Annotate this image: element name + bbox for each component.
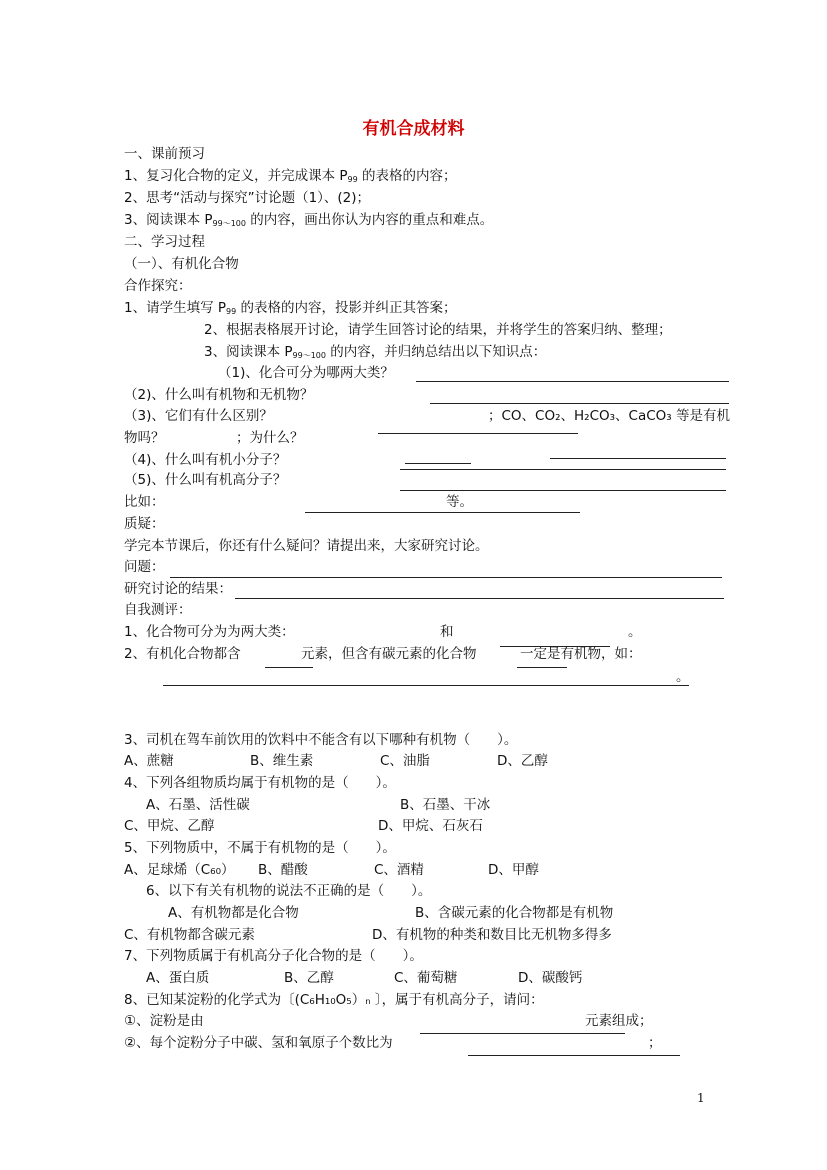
- test-5-option-b: B、醋酸: [258, 862, 308, 878]
- test-3-option-d: D、乙醇: [497, 753, 548, 769]
- answer-line: [416, 381, 729, 382]
- test-5-option-c: C、酒精: [374, 862, 424, 878]
- self-test-heading: 自我测评：: [124, 602, 192, 618]
- answer-line: [400, 490, 726, 491]
- answer-line: [265, 667, 313, 668]
- preview-item-1: 1、复习化合物的定义，并完成课本 $P_{99}$ 的表格的内容；: [124, 168, 457, 184]
- test-6: 6、以下有关有机物的说法不正确的是（ ）。: [146, 883, 432, 899]
- answer-line: [170, 577, 722, 578]
- knowledge-2: （2)、什么叫有机物和无机物？: [124, 387, 314, 403]
- question-heading: 质疑：: [124, 516, 165, 532]
- test-3-option-a: A、蔗糖: [124, 753, 174, 769]
- test-4: 4、下列各组物质均属于有机物的是（ ）。: [124, 775, 396, 791]
- test-4-option-b: B、石墨、干冰: [400, 797, 491, 813]
- test-8: 8、已知某淀粉的化学式为〔(C₆H₁₀O₅）ₙ 〕，属于有机高分子，请问：: [124, 992, 544, 1008]
- test-3-option-c: C、油脂: [380, 753, 430, 769]
- answer-line: [550, 458, 726, 459]
- test-4-option-a: A、石墨、活性碳: [146, 797, 250, 813]
- answer-line: [163, 685, 689, 686]
- coop-item-3: 3、阅读课本 $P_{99\sim 100}$ 的内容，并归纳总结出以下知识点：: [204, 344, 547, 360]
- knowledge-3: （3)、它们有什么区别？: [124, 408, 273, 424]
- test-1-and: 和: [440, 624, 454, 640]
- answer-line: [378, 433, 578, 434]
- coop-item-1: 1、请学生填写 $P_{99}$ 的表格的内容，投影并纠正其答案；: [124, 300, 457, 316]
- knowledge-1: （1)、化合可分为哪两大类？: [218, 365, 394, 381]
- subsection-organic: （一）、有机化合物: [124, 256, 239, 272]
- answer-line: [420, 1033, 625, 1034]
- test-8-part-2-end: ；: [648, 1035, 662, 1051]
- answer-line: [517, 667, 567, 668]
- test-1: 1、化合物可分为为两大类：: [124, 624, 295, 640]
- section-process: 二、学习过程: [124, 234, 205, 250]
- test-5-option-d: D、甲醇: [488, 862, 539, 878]
- question-text: 学完本节课后，你还有什么疑问？请提出来，大家研究讨论。: [124, 538, 489, 554]
- test-5: 5、下列物质中，不属于有机物的是（ ）。: [124, 840, 396, 856]
- answer-line: [468, 1055, 680, 1056]
- test-6-option-c: C、有机物都含碳元素: [124, 927, 255, 943]
- knowledge-4: （4)、什么叫有机小分子？: [124, 452, 287, 468]
- test-7-option-d: D、碳酸钙: [518, 970, 583, 986]
- example-label: 比如：: [124, 494, 165, 510]
- test-7-option-a: A、蛋白质: [146, 970, 210, 986]
- answer-line: [500, 646, 610, 647]
- knowledge-3-compounds: ；CO、CO₂、H₂CO₃、CaCO₃ 等是有机: [488, 408, 730, 424]
- test-4-option-d: D、甲烷、石灰石: [378, 818, 483, 834]
- test-8-part-1: ①、淀粉是由: [124, 1013, 204, 1029]
- test-2-mid: 元素，但含有碳元素的化合物: [301, 646, 477, 662]
- answer-line: [430, 403, 729, 404]
- test-1-end: 。: [628, 624, 642, 640]
- test-3: 3、司机在驾车前饮用的饮料中不能含有以下哪种有机物（ ）。: [124, 732, 518, 748]
- test-6-option-a: A、有机物都是化合物: [168, 905, 299, 921]
- test-5-option-a: A、足球烯（C₆₀）: [124, 862, 235, 878]
- page-title: 有机合成材料: [362, 119, 465, 139]
- result-label: 研究讨论的结果：: [124, 581, 232, 597]
- knowledge-3-question: 物吗？: [124, 430, 165, 446]
- example-end: 等。: [446, 494, 473, 510]
- test-7: 7、下列物质属于有机高分子化合物的是（ ）。: [124, 948, 423, 964]
- coop-heading: 合作探究：: [124, 278, 192, 294]
- test-8-part-2: ②、每个淀粉分子中碳、氢和氧原子个数比为: [124, 1035, 393, 1051]
- test-6-option-d: D、有机物的种类和数目比无机物多得多: [372, 927, 612, 943]
- preview-item-3: 3、阅读课本 $P_{99\sim 100}$ 的内容，画出你认为内容的重点和难点。: [124, 212, 494, 228]
- test-7-option-c: C、葡萄糖: [394, 970, 458, 986]
- test-7-option-b: B、乙醇: [284, 970, 334, 986]
- page-number: 1: [697, 1091, 705, 1105]
- answer-line: [305, 512, 580, 513]
- answer-line: [400, 469, 726, 470]
- test-6-option-b: B、含碳元素的化合物都是有机物: [415, 905, 614, 921]
- test-4-option-c: C、甲烷、乙醇: [124, 818, 215, 834]
- section-preview: 一、课前预习: [124, 146, 205, 162]
- preview-item-2: 2、思考“活动与探究”讨论题（1）、(2)；: [124, 190, 371, 206]
- question-label: 问题：: [124, 559, 165, 575]
- coop-item-2: 2、根据表格展开讨论，请学生回答讨论的结果，并将学生的答案归纳、整理；: [204, 322, 672, 338]
- knowledge-5: （5)、什么叫有机高分子？: [124, 472, 287, 488]
- test-2-end: 。: [676, 669, 690, 685]
- answer-line: [235, 598, 724, 599]
- test-2-tail: 一定是有机物，如：: [520, 646, 642, 662]
- answer-line: [405, 463, 471, 464]
- knowledge-3-why: ；为什么？: [236, 430, 304, 446]
- test-8-part-1-end: 元素组成；: [585, 1013, 653, 1029]
- test-3-option-b: B、维生素: [250, 753, 314, 769]
- test-2: 2、有机化合物都含: [124, 646, 241, 662]
